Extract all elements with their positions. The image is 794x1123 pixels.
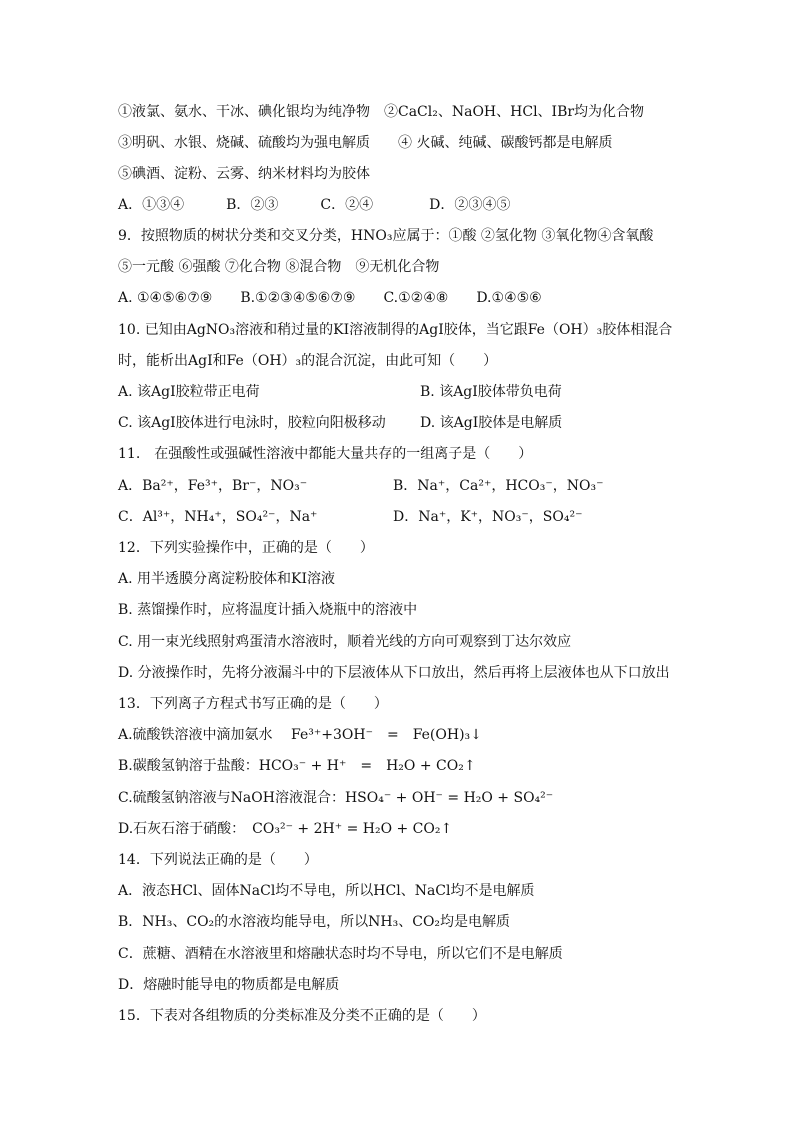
q14-option-c: C．蔗糖、酒精在水溶液里和熔融状态时均不导电，所以它们不是电解质 <box>118 946 563 962</box>
q11-option-c: C．Al³⁺，NH₄⁺，SO₄²⁻，Na⁺ <box>118 509 318 525</box>
q11-option-a: A．Ba²⁺，Fe³⁺，Br⁻，NO₃⁻ <box>118 478 308 494</box>
q8-options: A．①③④ B．②③ C．②④ D．②③④⑤ <box>118 197 511 213</box>
q13-option-c: C.硫酸氢钠溶液与NaOH溶液混合：HSO₄⁻ + OH⁻ = H₂O + SO₄²⁻ <box>118 790 554 806</box>
q10-stem: 10. 已知由AgNO₃溶液和稍过量的KI溶液制得的AgI胶体，当它跟Fe（OH）₃胶体相混合 <box>118 322 673 338</box>
q14-option-a: A．液态HCl、固体NaCl均不导电，所以HCl、NaCl均不是电解质 <box>118 883 535 899</box>
q10-stem-continued: 时，能析出AgI和Fe（OH）₃的混合沉淀，由此可知（ ） <box>118 353 498 369</box>
q10-option-c: C. 该AgI胶体进行电泳时，胶粒向阳极移动 <box>118 415 386 431</box>
q12-stem: 12．下列实验操作中，正确的是（ ） <box>118 540 374 556</box>
q10-option-a: A. 该AgI胶粒带正电荷 <box>118 384 260 400</box>
q11-option-b: B．Na⁺，Ca²⁺，HCO₃⁻，NO₃⁻ <box>393 478 604 494</box>
q10-option-b: B. 该AgI胶体带负电荷 <box>420 384 562 400</box>
q11-stem: 11. 在强酸性或强碱性溶液中都能大量共存的一组离子是（ ） <box>118 446 533 462</box>
q8-statement-2: ③明矾、水银、烧碱、硫酸均为强电解质 ④ 火碱、纯碱、碳酸钙都是电解质 <box>118 135 613 151</box>
q13-option-d: D.石灰石溶于硝酸： CO₃²⁻ + 2H⁺ = H₂O + CO₂↑ <box>118 821 453 837</box>
q13-option-b: B.碳酸氢钠溶于盐酸：HCO₃⁻ + H⁺ = H₂O + CO₂↑ <box>118 758 476 774</box>
q13-option-a: A.硫酸铁溶液中滴加氨水 Fe³⁺+3OH⁻ = Fe(OH)₃↓ <box>118 727 482 743</box>
q15-stem: 15．下表对各组物质的分类标准及分类不正确的是（ ） <box>118 1008 486 1024</box>
q10-option-d: D. 该AgI胶体是电解质 <box>420 415 563 431</box>
q12-option-b: B. 蒸馏操作时，应将温度计插入烧瓶中的溶液中 <box>118 602 418 618</box>
q11-option-d: D．Na⁺，K⁺，NO₃⁻，SO₄²⁻ <box>393 509 583 525</box>
q9-stem-continued: ⑤一元酸 ⑥强酸 ⑦化合物 ⑧混合物 ⑨无机化合物 <box>118 259 440 275</box>
q8-statement-1: ①液氯、氨水、干冰、碘化银均为纯净物 ②CaCl₂、NaOH、HCl、IBr均为化合物 <box>118 104 645 120</box>
q12-option-a: A. 用半透膜分离淀粉胶体和KI溶液 <box>118 571 335 587</box>
q9-options: A. ①④⑤⑥⑦⑨ B.①②③④⑤⑥⑦⑨ C.①②④⑧ D.①④⑤⑥ <box>118 290 542 306</box>
q12-option-d: D. 分液操作时，先将分液漏斗中的下层液体从下口放出，然后再将上层液体也从下口放出 <box>118 665 670 681</box>
q14-option-b: B．NH₃、CO₂的水溶液均能导电，所以NH₃、CO₂均是电解质 <box>118 914 511 930</box>
q14-stem: 14．下列说法正确的是（ ） <box>118 852 318 868</box>
q12-option-c: C. 用一束光线照射鸡蛋清水溶液时，顺着光线的方向可观察到丁达尔效应 <box>118 634 572 650</box>
q8-statement-3: ⑤碘酒、淀粉、云雾、纳米材料均为胶体 <box>118 166 370 182</box>
q14-option-d: D．熔融时能导电的物质都是电解质 <box>118 977 340 993</box>
q13-stem: 13．下列离子方程式书写正确的是（ ） <box>118 696 388 712</box>
q9-stem: 9．按照物质的树状分类和交叉分类，HNO₃应属于：①酸 ②氢化物 ③氧化物④含氧酸 <box>118 228 654 244</box>
